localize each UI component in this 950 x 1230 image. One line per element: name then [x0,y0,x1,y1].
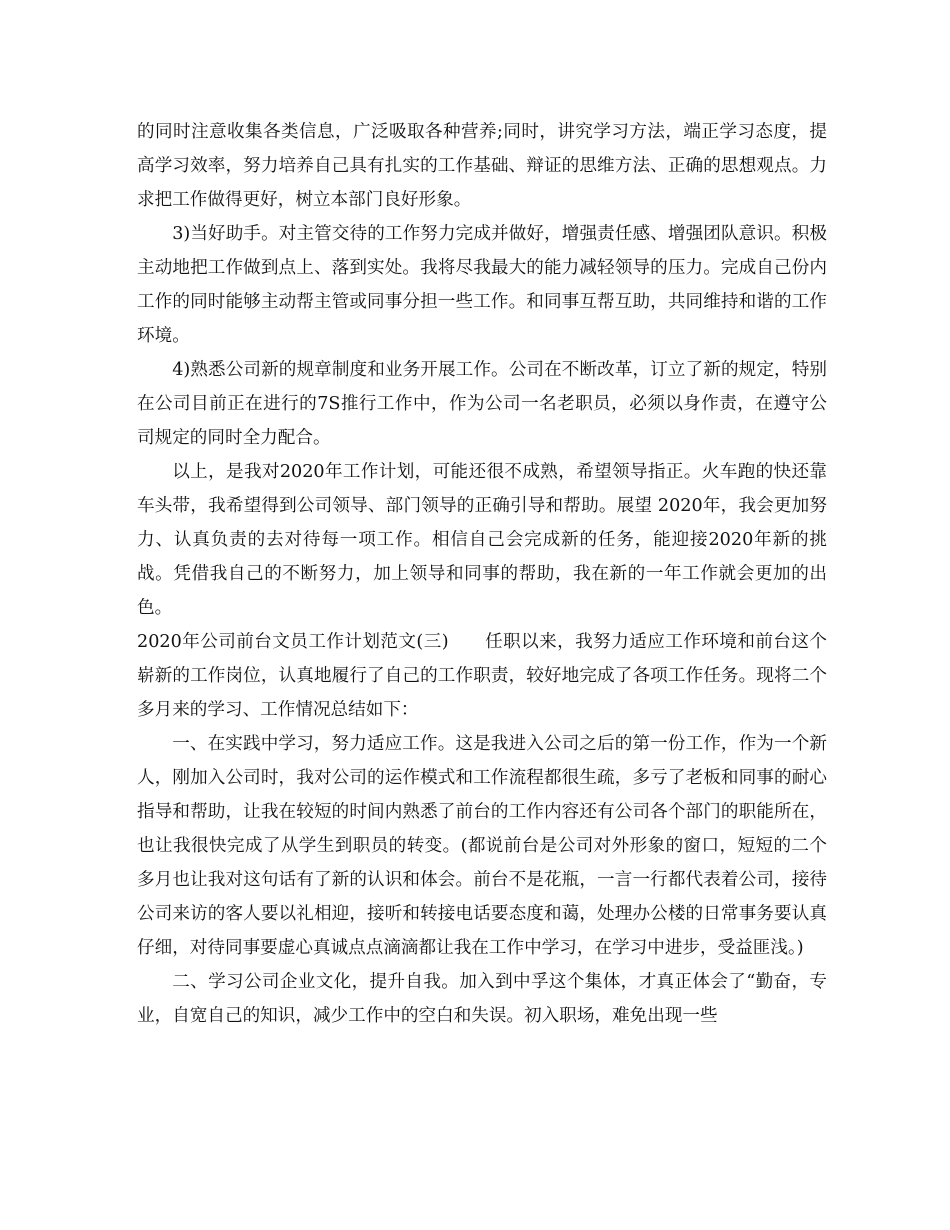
paragraph-point-two: 二、学习公司企业文化，提升自我。加入到中孚这个集体，才真正体会了“勤奋，专业，自宽自己的知识，减少工作中的空白和失误。初入职场，难免出现一些 [137,972,827,1026]
paragraph-continuation: 的同时注意收集各类信息，广泛吸取各种营养;同时，讲究学习方法，端正学习态度，提高学习效率，努力培养自己具有扎实的工作基础、辩证的思维方法、正确的思想观点。力求把工作做得更好，树立本部门良好形象。 [137,122,827,210]
paragraph-item-4: 4)熟悉公司新的规章制度和业务开展工作。公司在不断改革，订立了新的规定，特别在公司目前正在进行的7S推行工作中，作为公司一名老职员，必须以身作责，在遵守公司规定的同时全力配合。 [137,360,827,448]
document-body [137,115,827,1033]
paragraph-item-3: 3)当好助手。对主管交待的工作努力完成并做好，增强责任感、增强团队意识。积极主动地把工作做到点上、落到实处。我将尽我最大的能力减轻领导的压力。完成自己份内工作的同时能够主动帮主管或同事分担一些工作。和同事互帮互助，共同维持和谐的工作环境。 [137,224,827,346]
paragraph-section-heading: 2020年公司前台文员工作计划范文(三) 任职以来，我努力适应工作环境和前台这个崭新的工作岗位，认真地履行了自己的工作职责，较好地完成了各项工作任务。现将二个多月来的学习、工作情况总结如下： [137,632,827,720]
paragraph-point-one: 一、在实践中学习，努力适应工作。这是我进入公司之后的第一份工作，作为一个新人，刚加入公司时，我对公司的运作模式和工作流程都很生疏，多亏了老板和同事的耐心指导和帮助，让我在较短的时间内熟悉了前台的工作内容还有公司各个部门的职能所在，也让我很快完成了从学生到职员的转变。(都说前台是公司对外形象的窗口，短短的二个多月也让我对这句话有了新的认识和体会。前台不是花瓶，一言一行都代表着公司，接待公司来访的客人要以礼相迎，接听和转接电话要态度和蔼，处理办公楼的日常事务要认真仔细，对待同事要虚心真诚点点滴滴都让我在工作中学习，在学习中进步，受益匪浅。) [137,734,827,958]
paragraph-conclusion: 以上，是我对2020年工作计划，可能还很不成熟，希望领导指正。火车跑的快还靠车头带，我希望得到公司领导、部门领导的正确引导和帮助。展望 2020年，我会更加努力、认真负责的去对待每一项工作。相信自己会完成新的任务，能迎接2020年新的挑战。凭借我自己的不断努力，加上领导和同事的帮助，我在新的一年工作就会更加的出色。 [137,462,827,618]
